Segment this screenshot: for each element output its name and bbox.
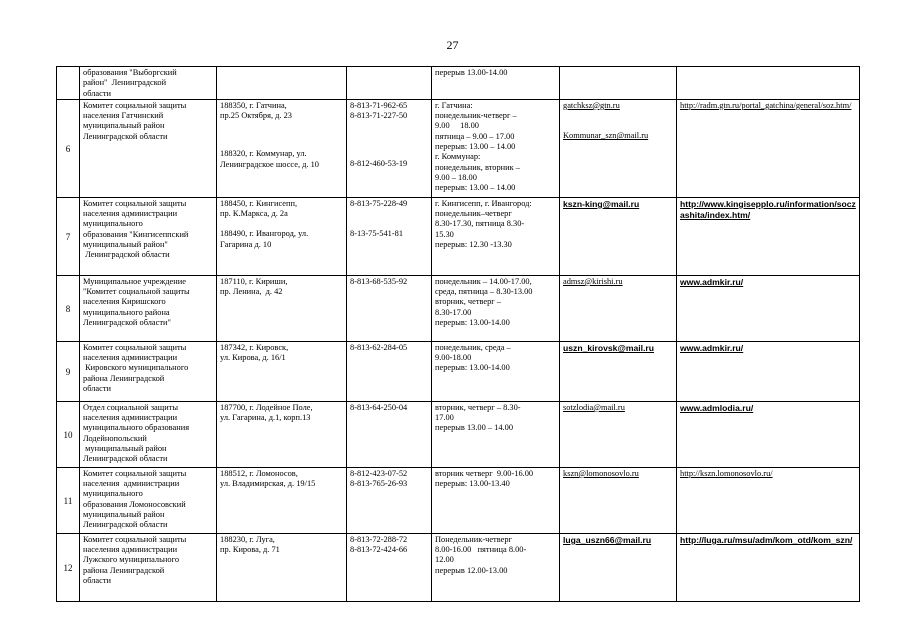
working-hours-line: 9.00 – 18.00: [435, 172, 477, 182]
organization-name-line: Лодейнопольский: [83, 433, 147, 443]
organization-name-line: Кировского муниципального: [83, 363, 189, 373]
table-row: [57, 401, 860, 467]
email-link[interactable]: sotzlodia@mail.ru: [563, 402, 625, 412]
phone-line: 8-813-72-424-66: [350, 545, 408, 555]
email-cell: [560, 197, 677, 275]
address-line: 188512, г. Ломоносов,: [220, 468, 298, 478]
organization-name: [80, 467, 217, 533]
organization-name-line: Комитет социальной защиты: [83, 100, 187, 110]
working-hours: [432, 99, 560, 197]
organization-name-line: район" Ленинградской: [83, 78, 167, 88]
phone-line: 8-813-72-288-72: [350, 534, 408, 544]
working-hours: [432, 275, 560, 341]
organization-name-line: образования "Кингисеппский: [83, 229, 189, 239]
organization-name: [80, 197, 217, 275]
organization-name-line: образования "Выборгский: [83, 68, 177, 77]
address-cell: [217, 341, 347, 401]
address-cell: [217, 197, 347, 275]
address-line: 187342, г. Кировск,: [220, 342, 289, 352]
organization-name-line: населения Киришского: [83, 297, 166, 307]
spacer: [220, 219, 343, 229]
organization-name-line: муниципального: [83, 219, 143, 229]
organization-name-line: Ленинградской области: [83, 520, 168, 530]
table-row: [57, 99, 860, 197]
address-line: 187110, г. Кириши,: [220, 276, 288, 286]
website-cell: [677, 341, 860, 401]
working-hours: [432, 467, 560, 533]
working-hours: [432, 67, 560, 100]
working-hours-line: перерыв 12.00-13.00: [435, 565, 508, 575]
website-cell: [677, 533, 860, 601]
working-hours: [432, 341, 560, 401]
working-hours-line: пятница – 9.00 – 17.00: [435, 131, 515, 141]
table-row: [57, 341, 860, 401]
phone-cell: [347, 275, 432, 341]
organization-name-line: Комитет социальной защиты: [83, 468, 187, 478]
row-number: 6: [57, 99, 80, 197]
email-link[interactable]: luga_uszn66@mail.ru: [563, 534, 652, 545]
phone-cell: [347, 197, 432, 275]
address-line: 188320, г. Коммунар, ул.: [220, 149, 307, 159]
organization-name-line: Муниципальное учреждение: [83, 276, 186, 286]
address-line: пр.25 Октября, д. 23: [220, 111, 292, 121]
address-line: 187700, г. Лодейное Поле,: [220, 402, 313, 412]
working-hours-line: среда, пятница – 8.30-13.00: [435, 287, 533, 297]
website-link[interactable]: www.admlodia.ru/: [680, 402, 754, 413]
organization-name-line: области: [83, 384, 111, 394]
website-link[interactable]: www.admkir.ru/: [680, 276, 744, 287]
website-link[interactable]: http://www.kingisepplo.ru/information/soczashita/index.htm/: [680, 198, 856, 221]
address-line: пр. К.Маркса, д. 2а: [220, 209, 288, 219]
row-number: [57, 67, 80, 100]
working-hours-line: понедельник–четверг: [435, 209, 512, 219]
website-cell: [677, 197, 860, 275]
phone-cell: [347, 99, 432, 197]
organization-name-line: населения Гатчинский: [83, 111, 164, 121]
working-hours-line: понедельник-четверг –: [435, 111, 517, 121]
organization-name-line: населения администрации: [83, 209, 178, 219]
email-link[interactable]: gatchksz@gtn.ru: [563, 100, 620, 110]
phone-cell: [347, 67, 432, 100]
social-protection-table: [56, 66, 860, 602]
organization-name: [80, 99, 217, 197]
working-hours-line: 17.00: [435, 413, 454, 423]
organization-name-line: муниципальный район: [83, 444, 167, 454]
organization-name-line: муниципального образования: [83, 423, 190, 433]
working-hours-line: понедельник – 14.00-17.00,: [435, 276, 532, 286]
working-hours-line: перерыв: 13.00 – 14.00: [435, 142, 516, 152]
organization-name-line: области: [83, 576, 111, 586]
row-number: 10: [57, 401, 80, 467]
email-link[interactable]: admsz@kirishi.ru: [563, 276, 623, 286]
working-hours: [432, 197, 560, 275]
organization-name-line: Комитет социальной защиты: [83, 534, 187, 544]
address-cell: [217, 533, 347, 601]
working-hours-line: 15.30: [435, 229, 454, 239]
phone-line: 8-813-64-250-04: [350, 402, 408, 412]
phone-line: 8-813-75-228-49: [350, 198, 408, 208]
working-hours-line: г. Коммунар:: [435, 152, 481, 162]
working-hours-line: Понедельник-четверг: [435, 534, 512, 544]
email-cell: [560, 341, 677, 401]
address-line: ул. Владимирская, д. 19/15: [220, 479, 316, 489]
organization-name-line: населения администрации: [83, 353, 178, 363]
organization-name-line: Ленинградской области": [83, 318, 171, 328]
phone-line: 8-813-71-227-50: [350, 111, 408, 121]
email-cell: [560, 99, 677, 197]
organization-name-line: Комитет социальной защиты: [83, 198, 187, 208]
organization-name-line: муниципального района: [83, 307, 170, 317]
organization-name-line: Лужского муниципального: [83, 555, 180, 565]
address-line: Гагарина д. 10: [220, 239, 272, 249]
address-cell: [217, 467, 347, 533]
working-hours-line: 9.00 18.00: [435, 121, 479, 131]
phone-line: 8-812-423-07-52: [350, 468, 408, 478]
email-cell: [560, 401, 677, 467]
phone-cell: [347, 401, 432, 467]
organization-name-line: области: [83, 88, 111, 98]
phone-line: 8-813-62-284-05: [350, 342, 408, 352]
website-link[interactable]: http://radm.gtn.ru/portal_gatchina/general/soz.htm/: [680, 100, 852, 110]
organization-name-line: Ленинградской области: [83, 131, 168, 141]
phone-line: 8-813-68-535-92: [350, 276, 408, 286]
email-cell: [560, 275, 677, 341]
organization-name-line: Отдел социальной защиты: [83, 402, 178, 412]
email-cell: [560, 67, 677, 100]
organization-name: [80, 275, 217, 341]
working-hours-line: 8.30-17.00: [435, 307, 472, 317]
working-hours-line: вторник, четверг – 8.30-: [435, 402, 521, 412]
organization-name-line: населения администрации: [83, 545, 178, 555]
row-number: 11: [57, 467, 80, 533]
page-number: 27: [446, 38, 459, 52]
address-line: 188490, г. Ивангород, ул.: [220, 229, 309, 239]
organization-name-line: района Ленинградской: [83, 373, 165, 383]
website-cell: [677, 67, 860, 100]
working-hours-line: 9.00-18.00: [435, 353, 472, 363]
phone-cell: [347, 341, 432, 401]
table-row: [57, 67, 860, 100]
website-cell: [677, 99, 860, 197]
email-link[interactable]: kszn-king@mail.ru: [563, 198, 640, 209]
working-hours-line: перерыв: 13.00-13.40: [435, 479, 510, 489]
address-line: ул. Гагарина, д.1, корп.13: [220, 413, 311, 423]
organization-name-line: образования Ломоносовский: [83, 499, 186, 509]
working-hours-line: вторник четверг 9.00-16.00: [435, 468, 534, 478]
address-line: 188450, г. Кингисепп,: [220, 198, 298, 208]
website-link[interactable]: www.admkir.ru/: [680, 342, 744, 353]
spacer: [350, 209, 428, 229]
table-row: [57, 275, 860, 341]
organization-name-line: Комитет социальной защиты: [83, 342, 187, 352]
email-cell: [560, 467, 677, 533]
working-hours-line: г. Гатчина:: [435, 100, 473, 110]
organization-name-line: Ленинградской области: [83, 454, 168, 464]
phone-line: 8-813-765-26-93: [350, 479, 408, 489]
organization-name-line: муниципального: [83, 489, 143, 499]
address-line: пр. Ленина, д. 42: [220, 287, 283, 297]
website-link[interactable]: http://luga.ru/msu/adm/kom_otd/kom_szn/: [680, 534, 853, 545]
address-line: ул. Кирова, д. 16/1: [220, 353, 286, 363]
working-hours-line: перерыв 13.00 – 14.00: [435, 423, 514, 433]
row-number: 12: [57, 533, 80, 601]
working-hours-line: 8.00-16.00 пятница 8.00-: [435, 545, 527, 555]
email-link[interactable]: Kommunar_szn@mail.ru: [563, 131, 649, 141]
organization-name: [80, 67, 217, 100]
spacer: [220, 121, 343, 149]
organization-name-line: муниципальный район": [83, 240, 168, 250]
website-cell: [677, 275, 860, 341]
working-hours-line: перерыв: 12.30 -13.30: [435, 240, 512, 250]
spacer: [563, 111, 673, 131]
phone-line: 8-13-75-541-81: [350, 229, 404, 239]
website-link[interactable]: http://kszn.lomonosovlo.ru/: [680, 468, 773, 478]
organization-name-line: муниципальный район: [83, 121, 165, 131]
organization-name: [80, 401, 217, 467]
email-link[interactable]: kszn@lomonosovlo.ru: [563, 468, 639, 478]
row-number: 8: [57, 275, 80, 341]
working-hours-line: г. Кингисепп, г. Ивангород:: [435, 198, 532, 208]
working-hours-line: вторник, четверг –: [435, 297, 502, 307]
row-number: 9: [57, 341, 80, 401]
phone-line: 8-813-71-962-65: [350, 100, 408, 110]
table-row: [57, 197, 860, 275]
organization-name-line: муниципальный район: [83, 510, 165, 520]
working-hours-line: 8.30-17.30, пятница 8.30-: [435, 219, 525, 229]
address-cell: [217, 275, 347, 341]
working-hours-line: перерыв: 13.00-14.00: [435, 318, 510, 328]
organization-name-line: населения администрации: [83, 413, 178, 423]
organization-name-line: района Ленинградской: [83, 565, 165, 575]
phone-cell: [347, 533, 432, 601]
organization-name: [80, 533, 217, 601]
address-line: Ленинградское шоссе, д. 10: [220, 159, 319, 169]
working-hours-line: перерыв 13.00-14.00: [435, 68, 508, 77]
website-cell: [677, 467, 860, 533]
phone-line: 8-812-460-53-19: [350, 159, 408, 169]
address-line: пр. Кирова, д. 71: [220, 545, 280, 555]
address-line: 188350, г. Гатчина,: [220, 100, 287, 110]
address-cell: [217, 401, 347, 467]
working-hours: [432, 401, 560, 467]
address-cell: [217, 99, 347, 197]
working-hours: [432, 533, 560, 601]
organization-name-line: "Комитет социальной защиты: [83, 287, 190, 297]
working-hours-line: понедельник, вторник –: [435, 162, 520, 172]
table-row: [57, 467, 860, 533]
organization-name-line: Ленинградской области: [83, 250, 170, 260]
working-hours-line: понедельник, среда –: [435, 342, 511, 352]
address-cell: [217, 67, 347, 100]
working-hours-line: перерыв: 13.00 – 14.00: [435, 183, 516, 193]
working-hours-line: перерыв: 13.00-14.00: [435, 363, 510, 373]
working-hours-line: 12.00: [435, 555, 454, 565]
spacer: [350, 121, 428, 159]
website-cell: [677, 401, 860, 467]
row-number: 7: [57, 197, 80, 275]
email-cell: [560, 533, 677, 601]
table-row: [57, 533, 860, 601]
address-line: 188230, г. Луга,: [220, 534, 275, 544]
organization-name-line: населения администрации: [83, 479, 180, 489]
phone-cell: [347, 467, 432, 533]
email-link[interactable]: uszn_kirovsk@mail.ru: [563, 342, 655, 353]
organization-name: [80, 341, 217, 401]
